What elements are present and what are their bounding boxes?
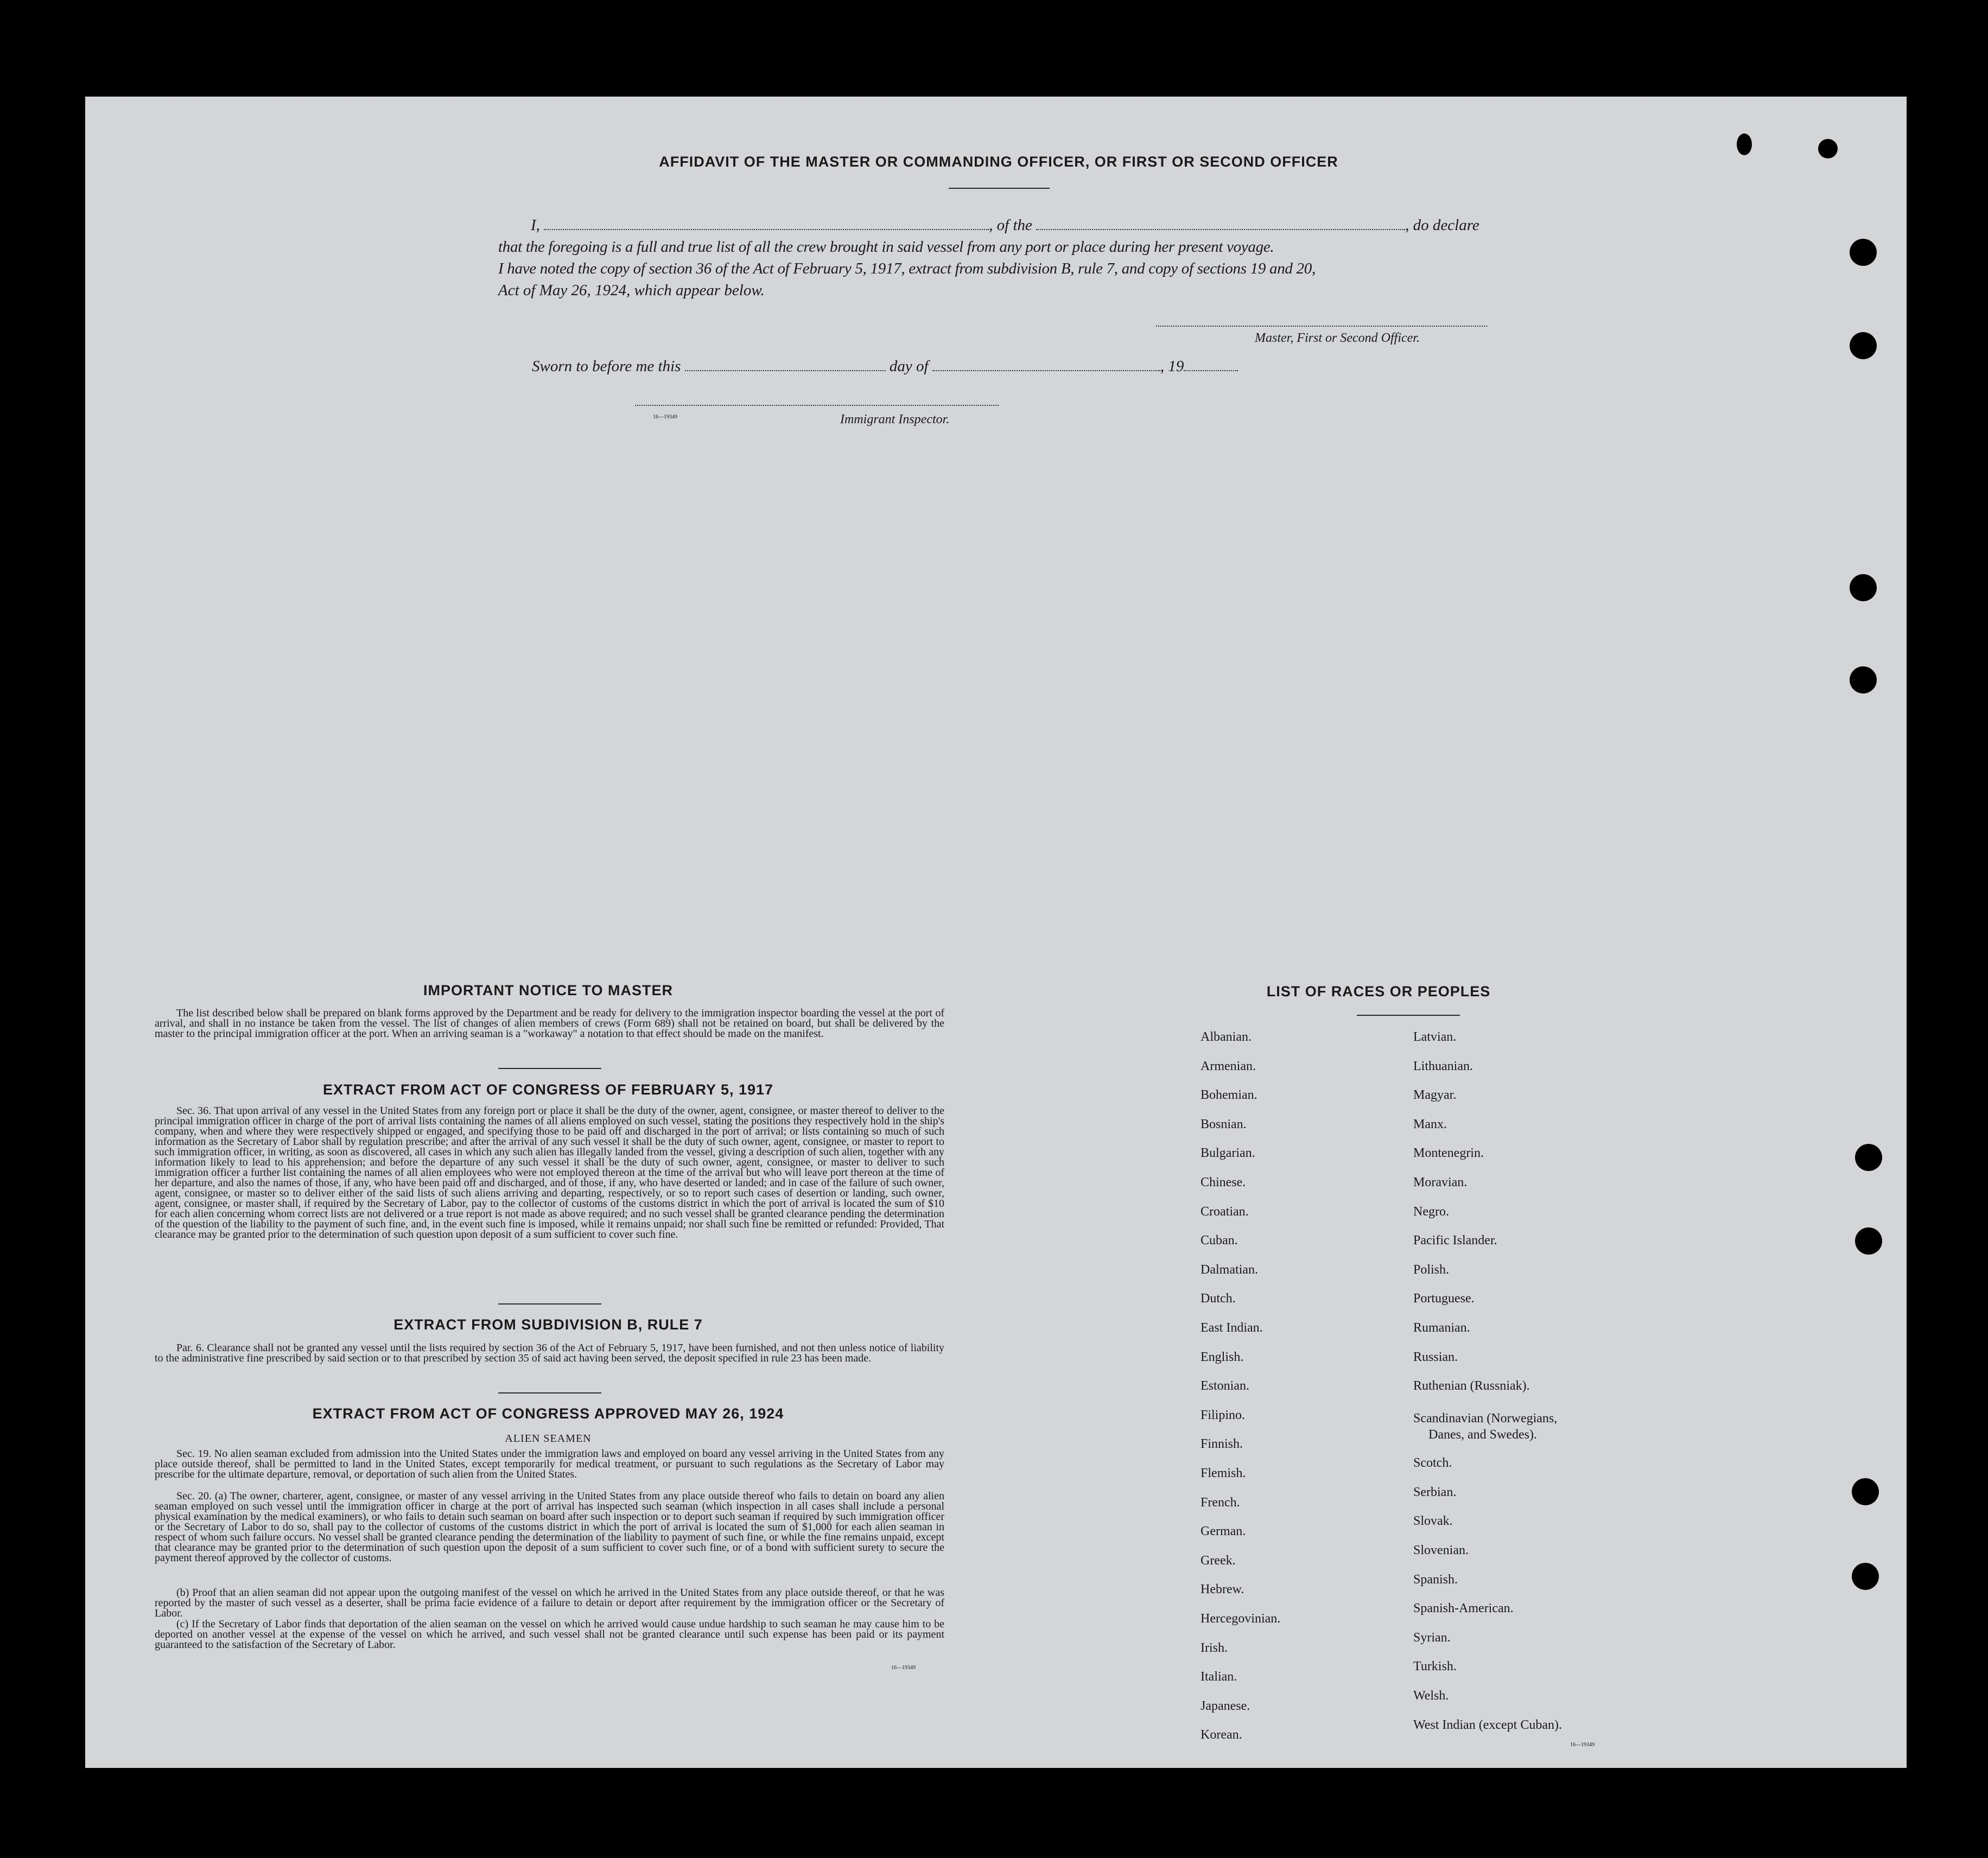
- race-item: Dutch.: [1201, 1291, 1236, 1306]
- extract-rule7-title: EXTRACT FROM SUBDIVISION B, RULE 7: [393, 1316, 703, 1333]
- vessel-field[interactable]: [1036, 229, 1405, 230]
- race-item: Moravian.: [1413, 1175, 1468, 1189]
- divider: [1357, 1015, 1460, 1016]
- race-item: Slovenian.: [1413, 1543, 1469, 1557]
- form-number: 16—19349: [653, 414, 677, 420]
- extract-1924-sec19: Sec. 19. No alien seaman excluded from admission into the United States under the immigration laws and employed on board any vessel arriving in the United States from any place outside thereof, shall be permitted to land in the United States, except temporarily for medical treatment, or pursuant to such regulations as the Secretary of Labor may prescribe for the ultimate departure, removal, or deportation of such alien from the United States.: [155, 1448, 944, 1480]
- sworn-line: [532, 355, 1238, 377]
- ink-speck: [1818, 139, 1838, 158]
- race-item: Japanese.: [1201, 1698, 1250, 1713]
- race-item: Scandinavian (Norwegians,: [1413, 1411, 1558, 1426]
- race-item: Croatian.: [1201, 1204, 1249, 1219]
- signature-field[interactable]: [1156, 326, 1487, 327]
- divider: [498, 1303, 601, 1305]
- race-item: Spanish-American.: [1413, 1601, 1514, 1616]
- inspector-label: Immigrant Inspector.: [840, 412, 950, 427]
- race-item: Pacific Islander.: [1413, 1233, 1497, 1248]
- race-item: Flemish.: [1201, 1466, 1246, 1480]
- race-item: Polish.: [1413, 1262, 1450, 1277]
- extract-1917-body: Sec. 36. That upon arrival of any vessel in the United States from any foreign port or place it shall be the duty of the owner, agent, consignee, or master thereof to deliver to the principal immigration officer in charge of the port of arrival lists containing the names of all aliens employed on such vessel, stating the positions they respectively hold in the ship's company, when and where they were respectively shipped or engaged, and specifying those to be paid off and discharged in the port of arrival; or lists containing so much of such information as the Secretary of Labor shall by regulation prescribe; and after the arrival of any such vessel it shall be the duty of such owner, agent, consignee, or master to report to such immigration officer, in writing, as soon as discovered, all cases in which any such alien has illegally landed from the vessel, giving a description of such alien, together with any information likely to lead to his apprehension; and before the departure of any such vessel it shall be the duty of such owner, agent, consignee, or master to deliver to such immigration officer a further list containing the names of all alien employees who were not employed thereon at the time of the arrival but who will leave port thereon at the time of her departure, and also the names of those, if any, who have been paid off and discharged, and of those, if any, who have deserted or landed; and in case of the failure of such owner, agent, consignee, or master so to deliver either of the said lists of such aliens arriving and departing, respectively, or so to report such cases of desertion or landing, such owner, agent, consignee, or master shall, if required by the Secretary of Labor, pay to the collector of customs of the customs district in which the port of arrival is located the sum of $10 for each alien concerning whom correct lists are not delivered or a true report is not made as above required; and no such vessel shall be granted clearance pending the determination of the question of the liability to the payment of such fine, and, in the event such fine is imposed, while it remains unpaid; nor shall such fine be remitted or refunded: Provided, That clearance may be granted prior to the determination of such question upon deposit of a sum sufficient to cover such fine.: [155, 1105, 944, 1240]
- affidavit-title: AFFIDAVIT OF THE MASTER OR COMMANDING OFFICER, OR FIRST OR SECOND OFFICER: [659, 154, 1338, 170]
- race-item: Danes, and Swedes).: [1428, 1427, 1537, 1442]
- extract-1924-sec20c: (c) If the Secretary of Labor finds that deportation of the alien seaman on the vessel on which he arrived would cause undue hardship to such seaman he may cause him to be deported on another vessel at the expense of the vessel on which he arrived, and such vessel shall not be granted clearance until such expense has been paid or its payment guaranteed to the satisfaction of the Secretary of Labor.: [155, 1618, 944, 1651]
- extract-1924-title: EXTRACT FROM ACT OF CONGRESS APPROVED MAY 26, 1924: [312, 1405, 784, 1422]
- race-item: Estonian.: [1201, 1379, 1249, 1394]
- race-item: Armenian.: [1201, 1059, 1256, 1073]
- race-item: Filipino.: [1201, 1408, 1246, 1422]
- race-item: Montenegrin.: [1413, 1146, 1484, 1161]
- binder-hole: [1850, 332, 1877, 359]
- race-item: Dalmatian.: [1201, 1262, 1258, 1277]
- race-item: Portuguese.: [1413, 1291, 1475, 1306]
- form-number: 16—19349: [1570, 1742, 1595, 1748]
- race-item: East Indian.: [1201, 1321, 1263, 1335]
- form-number: 16—19349: [891, 1665, 916, 1671]
- sworn-end: , 19: [1160, 358, 1184, 375]
- sworn-month-field[interactable]: [932, 370, 1160, 371]
- race-item: Hebrew.: [1201, 1582, 1244, 1597]
- divider: [498, 1392, 601, 1394]
- race-item: Finnish.: [1201, 1437, 1243, 1452]
- ink-speck: [1737, 133, 1752, 155]
- race-item: Irish.: [1201, 1640, 1228, 1655]
- race-item: Russian.: [1413, 1350, 1458, 1364]
- name-field[interactable]: [544, 229, 989, 230]
- sworn-day-field[interactable]: [685, 370, 886, 371]
- race-item: Bosnian.: [1201, 1117, 1247, 1131]
- race-item: Ruthenian (Russniak).: [1413, 1379, 1530, 1394]
- race-item: Scotch.: [1413, 1456, 1452, 1471]
- race-item: Turkish.: [1413, 1659, 1457, 1674]
- binder-hole: [1850, 239, 1877, 266]
- extract-1924-sec20a: Sec. 20. (a) The owner, charterer, agent, consignee, or master of any vessel arriving in the United States from any place outside thereof who fails to detain on board any alien seaman employed on such vessel until the immigration officer in charge at the port of arrival has inspected such seaman (which inspection in all cases shall include a personal physical examination by the medical examiners), or who fails to detain such seaman on board after such inspection or to deport such seaman if required by such immigration officer or the Secretary of Labor to do so, shall pay to the collector of customs of the customs district in which the port of arrival is located the sum of $1,000 for each alien seaman in respect of whom such failure occurs. No vessel shall be granted clearance pending the determination of the liability to payment of such fine, or while the fine remains unpaid, except that clearance may be granted prior to the determination of such question upon the deposit of a sum sufficient to cover such fine, or of a bond with sufficient surety to secure the payment thereof approved by the collector of customs.: [155, 1490, 944, 1564]
- extract-rule7-body: Par. 6. Clearance shall not be granted any vessel until the lists required by section 36 of the Act of February 5, 1917, have been furnished, and not then unless notice of liability to the administrative fine prescribed by said section or to that prescribed by section 35 of said act having been served, the deposit specified in rule 23 has been made.: [155, 1342, 944, 1364]
- race-item: Magyar.: [1413, 1088, 1457, 1103]
- race-item: Negro.: [1413, 1204, 1449, 1219]
- affidavit-line-2: that the foregoing is a full and true list of all the crew brought in said vessel from any port or place during her present voyage.: [498, 238, 1274, 256]
- binder-hole: [1855, 1144, 1882, 1171]
- race-item: Lithuanian.: [1413, 1059, 1473, 1073]
- binder-hole: [1852, 1563, 1879, 1590]
- race-item: West Indian (except Cuban).: [1413, 1717, 1562, 1732]
- race-item: Bohemian.: [1201, 1088, 1257, 1103]
- inspector-signature-field[interactable]: [635, 405, 999, 406]
- extract-1917-title: EXTRACT FROM ACT OF CONGRESS OF FEBRUARY 5, 1917: [322, 1081, 774, 1098]
- race-item: Syrian.: [1413, 1630, 1451, 1645]
- sworn-year-field[interactable]: [1184, 370, 1238, 371]
- binder-hole: [1855, 1227, 1882, 1255]
- extract-1924-sec20b: (b) Proof that an alien seaman did not appear upon the outgoing manifest of the vessel on which he arrived in the United States from any place outside thereof, or that he was reported by the master of such vessel as a deserter, shall be prima facie evidence of a failure to detain or deport after requirement by the immigration officer or the Secretary of Labor.: [155, 1587, 944, 1619]
- race-item: Rumanian.: [1413, 1321, 1470, 1335]
- affidavit-line1-start: I,: [531, 217, 540, 234]
- binder-hole: [1852, 1478, 1879, 1505]
- race-item: Serbian.: [1413, 1485, 1457, 1499]
- race-item: Italian.: [1201, 1670, 1237, 1684]
- race-item: Greek.: [1201, 1553, 1236, 1568]
- signature-label: Master, First or Second Officer.: [1255, 331, 1420, 345]
- affidavit-line-1: [498, 214, 1508, 236]
- race-item: Albanian.: [1201, 1030, 1252, 1044]
- notice-body: The list described below shall be prepared on blank forms approved by the Department and be ready for delivery to the immigration inspector boarding the vessel at the port of arrival, and shall in no instance be taken from the vessel. The list of changes of alien members of crews (Form 689) shall not be retained on board, but shall be delivered by the master to the principal immigration officer at the port. When an arriving seaman is a "workaway" a notation to that effect should be made on the manifest.: [155, 1007, 944, 1040]
- binder-hole: [1850, 666, 1877, 693]
- sworn-mid: day of: [889, 358, 929, 375]
- races-title: LIST OF RACES OR PEOPLES: [1266, 983, 1491, 1000]
- race-item: German.: [1201, 1524, 1246, 1539]
- affidavit-line-3: I have noted the copy of section 36 of the Act of February 5, 1917, extract from subdivision B, rule 7, and copy of sections 19 and 20,: [498, 260, 1316, 277]
- affidavit-line-4: Act of May 26, 1924, which appear below.: [498, 282, 765, 299]
- race-item: Hercegovinian.: [1201, 1612, 1281, 1626]
- race-item: Bulgarian.: [1201, 1146, 1255, 1161]
- notice-title: IMPORTANT NOTICE TO MASTER: [423, 982, 673, 998]
- race-item: Chinese.: [1201, 1175, 1246, 1189]
- affidavit-line1-end: , do declare: [1405, 217, 1479, 234]
- race-item: Cuban.: [1201, 1233, 1238, 1248]
- race-item: Korean.: [1201, 1728, 1242, 1742]
- race-item: Spanish.: [1413, 1572, 1458, 1587]
- race-item: English.: [1201, 1350, 1244, 1364]
- extract-1924-subtitle: ALIEN SEAMEN: [505, 1433, 592, 1445]
- binder-hole: [1850, 574, 1877, 601]
- race-item: Slovak.: [1413, 1514, 1453, 1529]
- affidavit-line1-mid: , of the: [989, 217, 1032, 234]
- sworn-start: Sworn to before me this: [532, 358, 681, 375]
- race-item: Latvian.: [1413, 1030, 1457, 1044]
- divider: [498, 1068, 601, 1069]
- race-item: Manx.: [1413, 1117, 1447, 1131]
- divider: [949, 188, 1050, 189]
- race-item: Welsh.: [1413, 1689, 1449, 1703]
- race-item: French.: [1201, 1495, 1240, 1510]
